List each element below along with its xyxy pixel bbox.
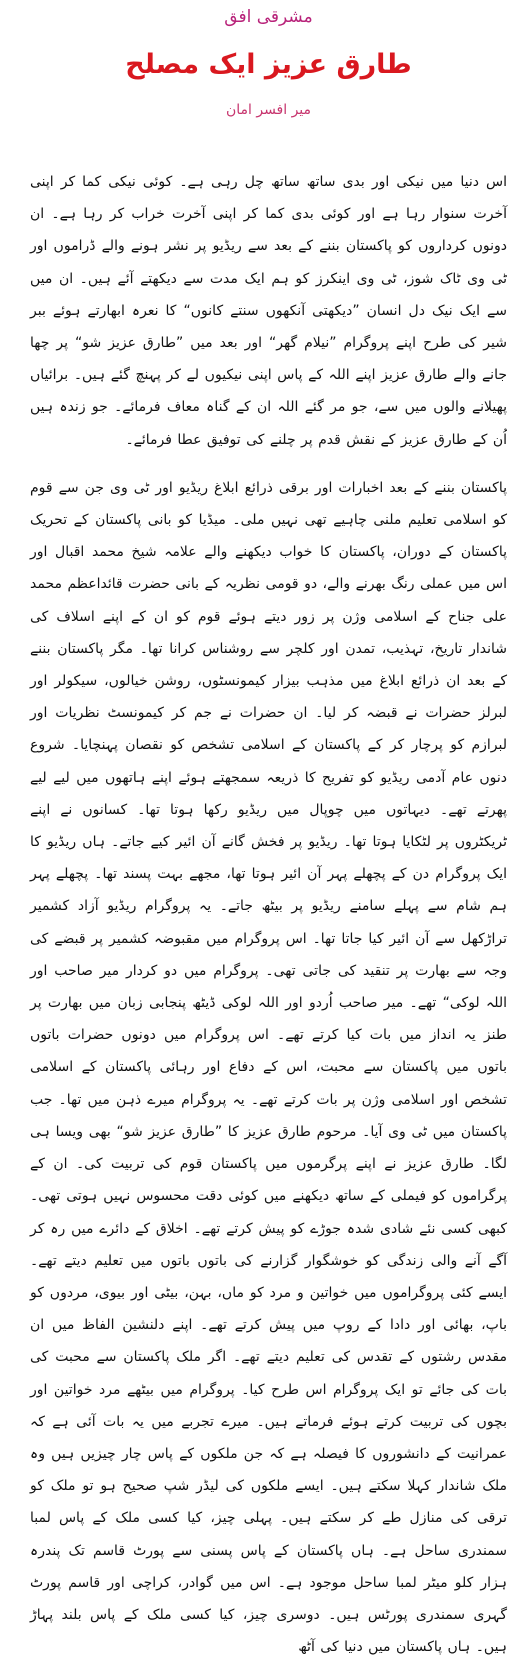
column-name: مشرقی افق	[224, 7, 313, 27]
article-paragraph: پاکستان بننے کے بعد اخبارات اور برقی ذرائع ابلاغ ریڈیو اور ٹی وی جن سے قوم کو اسلامی تعلیم ملنی چاہیے تھی نہیں ملی۔ میڈیا کو بانی پاکستان کے تحریک پاکستان کے دوران، پاکستان کا خواب دیکھنے والے علامہ شیخ محمد اقبال اور اس میں عملی رنگ بھرنے والے، دو قومی نظریہ کے بانی حضرت قائداعظم محمد علی جناح کے اسلامی وژن پر زور دیتے ہوئے قوم کو ان کے اپنے اسلاف کی شاندار تاریخ، تہذیب، تمدن اور کلچر سے روشناس کرانا تھا۔ مگر پاکستان بننے کے بعد ان ذرائع ابلاغ میں مذہب بیزار کیمونسٹوں، روشن خیالوں، سیکولر اور لبرلز حضرات نے قبضہ کر لیا۔ ان حضرات نے جم کر کیمونسٹ نظریات اور لبرازم کو پرچار کر کے پاکستان کے اسلامی تشخص کو نقصان پہنچایا۔ شروع دنوں عام آدمی ریڈیو کو تفریح کا ذریعہ سمجھتے ہوئے اپنے ہاتھوں میں لیے لیے پھرتے تھے۔ دیہاتوں میں چوپال میں ریڈیو رکھا ہوتا تھا۔ کسانوں نے اپنے ٹریکٹروں پر لٹکایا ہوتا تھا۔ ریڈیو پر فخش گانے آن ائیر کیے جاتے۔ ہاں ریڈیو کا ایک پروگرام دن کے پچھلے پہر آن ائیر ہوتا تھا، مجھے بہت پسند تھا۔ پچھلے پہر ہم شام سے پہلے سامنے ریڈیو پر بیٹھ جاتے۔ یہ پروگرام ریڈیو آزاد کشمیر تراڑکھل سے آن ائیر کیا جاتا تھا۔ اس پروگرام میں مقبوضہ کشمیر پر قبضے کی وجہ سے بھارت پر تنقید کی جاتی تھی۔ پروگرام میں دو کردار میر صاحب اور اللہ لوکی“ تھے۔ میر صاحب اُردو اور اللہ لوکی ڈیٹھ پنجابی زبان میں بھارت پر طنز یہ انداز میں بات کیا کرتے تھے۔ اس پروگرام میں دونوں حضرات باتوں باتوں میں پاکستان سے محبت، اس کے دفاع اور رہائی پاکستان کے اسلامی تشخص اور اسلامی وژن پر بات کرتے تھے۔ یہ پروگرام میرے ذہن میں تھا۔ جب پاکستان میں ٹی وی آیا۔ مرحوم طارق عزیز کا ”طارق عزیز شو“ بھی ویسا ہی لگا۔ طارق عزیز نے اپنے پرگرموں میں پاکستان قوم کی تربیت کی۔ ان کے پرگراموں کو فیملی کے ساتھ دیکھنے میں کوئی دقت محسوس نہیں ہوتی تھی۔ کبھی کسی نئے شادی شدہ جوڑے کو پیش کرتے تھے۔ اخلاق کے دائرے میں رہ کر آگے آنے والی زندگی کو خوشگوار گزارنے کی باتوں باتوں میں تعلیم دیتے تھے۔ ایسے کئی پروگراموں میں خواتین و مرد کو ماں، بہن، بیٹی اور بیوی، مردوں کو باپ، بھائی اور دادا کے روپ میں پیش کرتے تھے۔ اپنے دلنشین الفاظ میں ان مقدس رشتوں کے تقدس کی تعلیم دیتے تھے۔ اگر ملک پاکستان سے محبت کی بات کی جائے تو ایک پروگرام اس طرح کیا۔ پروگرام میں بیٹھے مرد خواتین اور بچوں کی تربیت کرتے ہوئے فرماتے ہیں۔ میرے تجربے میں یہ بات آئی ہے کہ عمرانیت کے دانشوروں کا فیصلہ ہے کہ جن ملکوں کے پاس چار چیزیں ہیں وہ ملک شاندار کہلا سکتے ہیں۔ ایسے ملکوں کی لیڈر شپ صحیح ہو تو ملک کو ترقی کی منازل طے کر سکتے ہیں۔ پہلی چیز، کیا کسی ملک کے پاس لمبا سمندری ساحل ہے۔ ہاں پاکستان کے پاس پسنی سے پورٹ قاسم تک پندرہ ہزار کلو میٹر لمبا ساحل موجود ہے۔ اس میں گوادر، کراچی اور قاسم پورٹ گہری سمندری پورٹس ہیں۔ دوسری چیز، کیا کسی ملک کے پاس بلند پہاڑ ہیں۔ ہاں پاکستان میں دنیا کی آٹھ	[30, 479, 507, 1656]
article-title: طارق عزیز ایک مصلح	[125, 49, 412, 80]
article-body	[30, 166, 507, 1663]
author-name: میر افسر امان	[225, 102, 312, 118]
article-paragraph: اس دنیا میں نیکی اور بدی ساتھ ساتھ چل رہی ہے۔ کوئی نیکی کما کر اپنی آخرت سنوار رہا ہے اور کوئی بدی کما کر اپنی آخرت خراب کر رہا ہے۔ ان دونوں کرداروں کو پاکستان بننے کے بعد سے ریڈیو پر نشر ہونے والے ڈراموں اور ٹی وی ٹاک شوز، ٹی وی اینکرز کو ہم ایک مدت سے دیکھتے آئے ہیں۔ ان میں سے ایک نیک دل انسان ”دیکھتی آنکھوں سنتے کانوں“ کا نعرہ ابھارتے ہوئے ببر شیر کی طرح اپنے پروگرام ”نیلام گھر“ اور بعد میں ”طارق عزیز شو“ پر چھا جانے والے طارق عزیز اپنے اللہ کے پاس اپنی نیکیوں لے کر پہنچ گئے ہیں۔ برائیاں پھیلانے والوں میں سے، جو مر گئے اللہ ان کے گناہ معاف فرمائے۔ جو زندہ ہیں اُن کے طارق عزیز کے نقش قدم پر چلنے کی توفیق عطا فرمائے۔	[30, 174, 507, 448]
